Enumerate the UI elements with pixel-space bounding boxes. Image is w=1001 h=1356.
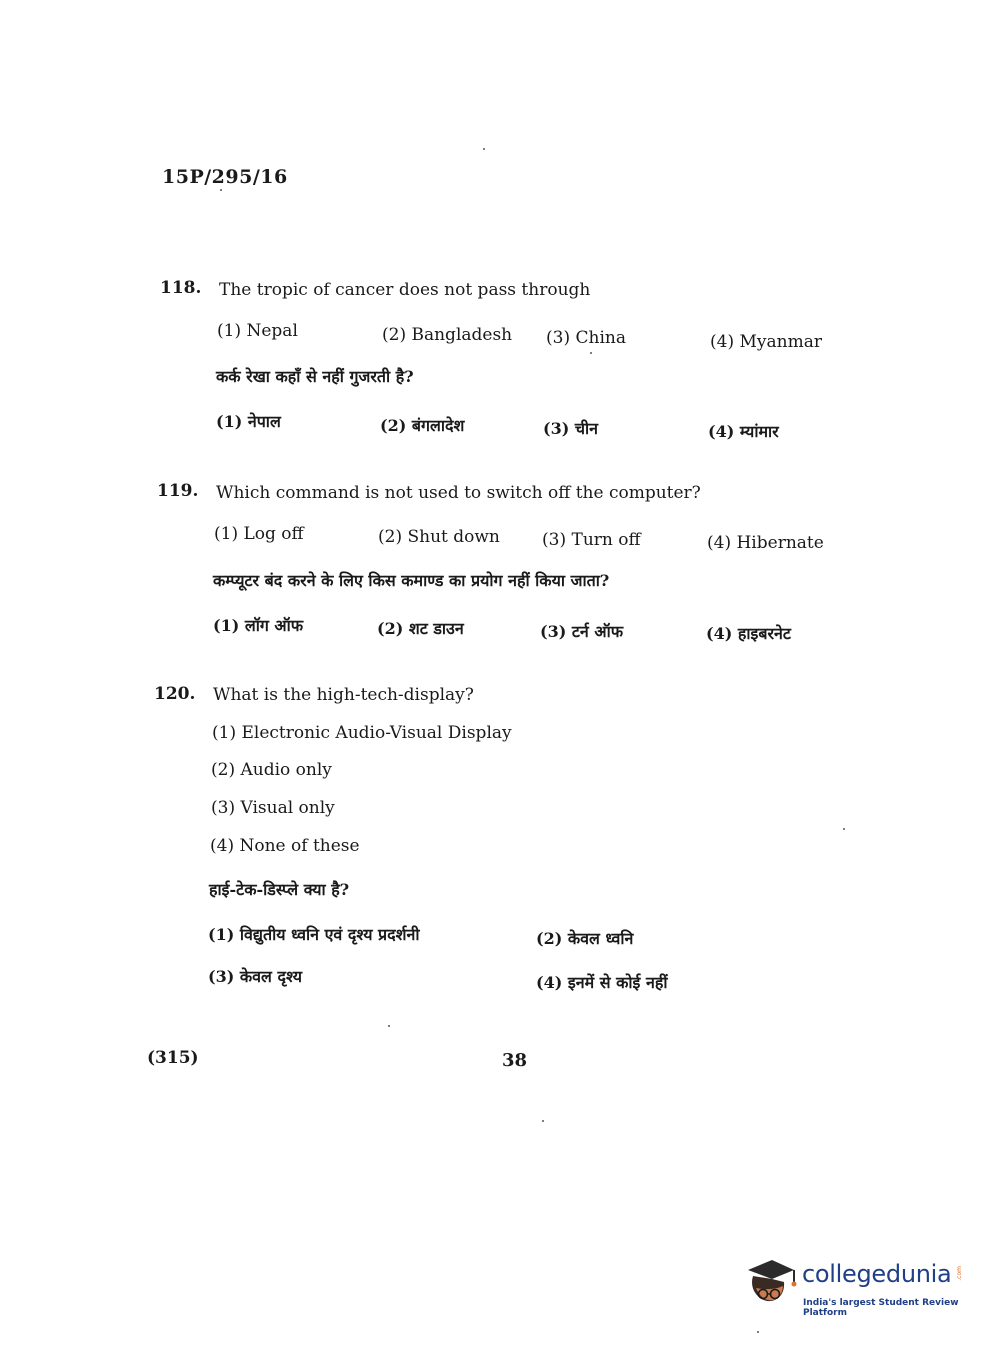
option-en-3: (3) Visual only [211,798,335,818]
option-en-4: (4) None of these [210,836,360,856]
option-hi-2: (2) बंगलादेश [380,416,465,435]
option-en-4: (4) Hibernate [707,533,824,553]
option-en-1: (1) Log off [214,524,304,544]
option-en-1: (1) Electronic Audio-Visual Display [212,723,512,743]
scan-speck [483,148,485,150]
scan-speck [757,1331,759,1333]
option-en-4: (4) Myanmar [710,332,822,352]
paper-code: 15P/295/16 [162,166,288,188]
option-hi-2: (2) शट डाउन [377,619,464,638]
option-hi-2: (2) केवल ध्वनि [536,929,634,948]
footer-code: (315) [147,1048,199,1068]
question-text-hi: कम्प्यूटर बंद करने के लिए किस कमाण्ड का प्रयोग नहीं किया जाता? [213,571,610,590]
question-text-en: Which command is not used to switch off the computer? [216,483,701,503]
option-hi-1: (1) नेपाल [216,412,281,431]
brand-watermark [742,1252,972,1322]
option-en-1: (1) Nepal [217,321,298,341]
scan-speck [388,1025,390,1027]
brand-suffix: .com [956,1266,963,1281]
scan-speck [220,189,222,191]
page-number: 38 [502,1050,528,1071]
question-text-hi: कर्क रेखा कहाँ से नहीं गुजरती है? [216,367,414,386]
option-en-2: (2) Audio only [211,760,332,780]
option-en-2: (2) Shut down [378,527,500,547]
question-text-en: The tropic of cancer does not pass through [219,280,591,300]
option-hi-4: (4) म्यांमार [708,422,779,441]
option-hi-3: (3) चीन [543,419,599,438]
brand-tagline: India's largest Student Review Platform [803,1298,959,1318]
question-number: 118. [160,278,202,298]
scan-speck [542,1120,544,1122]
option-en-3: (3) China [546,328,626,348]
option-hi-1: (1) लॉग ऑफ [213,616,304,635]
option-hi-1: (1) विद्युतीय ध्वनि एवं दृश्य प्रदर्शनी [208,925,420,944]
option-hi-4: (4) हाइबरनेट [706,624,791,643]
brand-name: collegedunia [802,1260,952,1288]
option-en-3: (3) Turn off [542,530,641,550]
option-hi-4: (4) इनमें से कोई नहीं [536,973,668,992]
option-hi-3: (3) टर्न ऑफ [540,622,624,641]
scan-speck [590,352,592,354]
question-number: 119. [157,481,199,501]
scan-speck [843,828,845,830]
option-hi-3: (3) केवल दृश्य [208,967,303,986]
question-text-en: What is the high-tech-display? [213,685,474,705]
student-mascot-icon [742,1254,800,1310]
question-number: 120. [154,684,196,704]
question-text-hi: हाई-टेक-डिस्प्ले क्या है? [209,880,350,899]
option-en-2: (2) Bangladesh [382,325,513,345]
